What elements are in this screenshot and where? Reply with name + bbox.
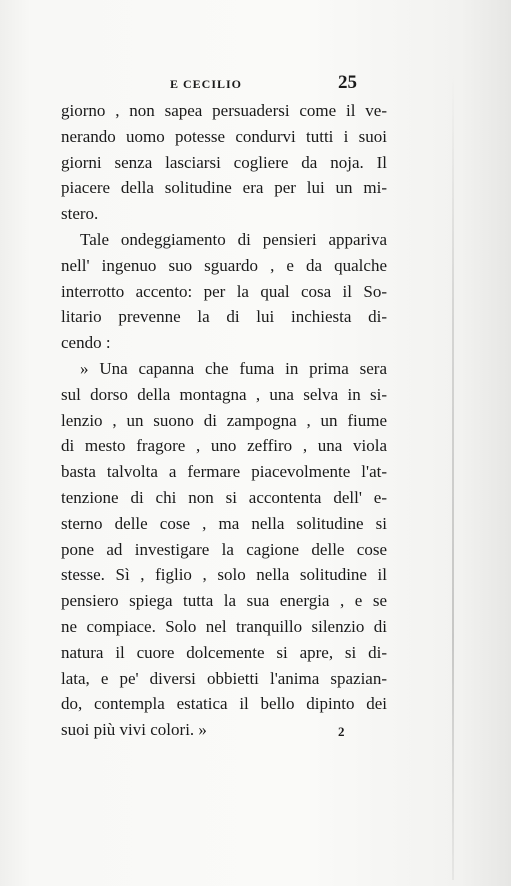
page-number: 25 <box>338 72 357 93</box>
text-line: pensiero spiega tutta la sua energia , e se <box>61 591 387 611</box>
text-line: stero. <box>61 204 99 224</box>
text-line: lata, e pe' diversi obbietti l'anima spazian- <box>61 668 387 688</box>
text-line: sterno delle cose , ma nella solitudine si <box>61 513 387 533</box>
body-text <box>61 98 387 743</box>
text-line: Tale ondeggiamento di pensieri appariva <box>80 229 387 249</box>
text-line: » Una capanna che fuma in prima sera <box>80 358 387 378</box>
page-fold-shadow <box>452 70 454 880</box>
signature-mark: 2 <box>338 724 345 739</box>
text-line: nerando uomo potesse condurvi tutti i suoi <box>61 126 387 146</box>
text-line: pone ad investigare la cagione delle cose <box>61 539 387 559</box>
running-title: E CECILIO <box>170 77 243 91</box>
text-line: natura il cuore dolcemente si apre, si di- <box>61 642 387 662</box>
text-line: suoi più vivi colori. » <box>61 720 207 740</box>
text-line: basta talvolta a fermare piacevolmente l'at- <box>61 462 387 482</box>
text-line: piacere della solitudine era per lui un mi- <box>61 178 387 198</box>
text-line: nell' ingenuo suo sguardo , e da qualche <box>61 255 387 275</box>
text-line: di mesto fragore , uno zeffiro , una viola <box>61 436 387 456</box>
text-line: tenzione di chi non si accontenta dell' e- <box>61 487 387 507</box>
text-line: lenzio , un suono di zampogna , un fiume <box>61 410 387 430</box>
text-line: ne compiace. Solo nel tranquillo silenzio di <box>61 616 387 636</box>
text-line: cendo : <box>61 333 111 353</box>
text-line: stesse. Sì , figlio , solo nella solitudine il <box>61 565 387 585</box>
text-line: litario prevenne la di lui inchiesta di- <box>61 307 387 327</box>
text-line: giorni senza lasciarsi cogliere da noja. Il <box>61 152 387 172</box>
running-head <box>60 74 380 98</box>
text-line: interrotto accento: per la qual cosa il So- <box>61 281 387 301</box>
text-line: sul dorso della montagna , una selva in si- <box>61 384 387 404</box>
text-line: giorno , non sapea persuadersi come il ve- <box>61 101 387 120</box>
text-line: do, contempla estatica il bello dipinto dei <box>61 694 387 714</box>
